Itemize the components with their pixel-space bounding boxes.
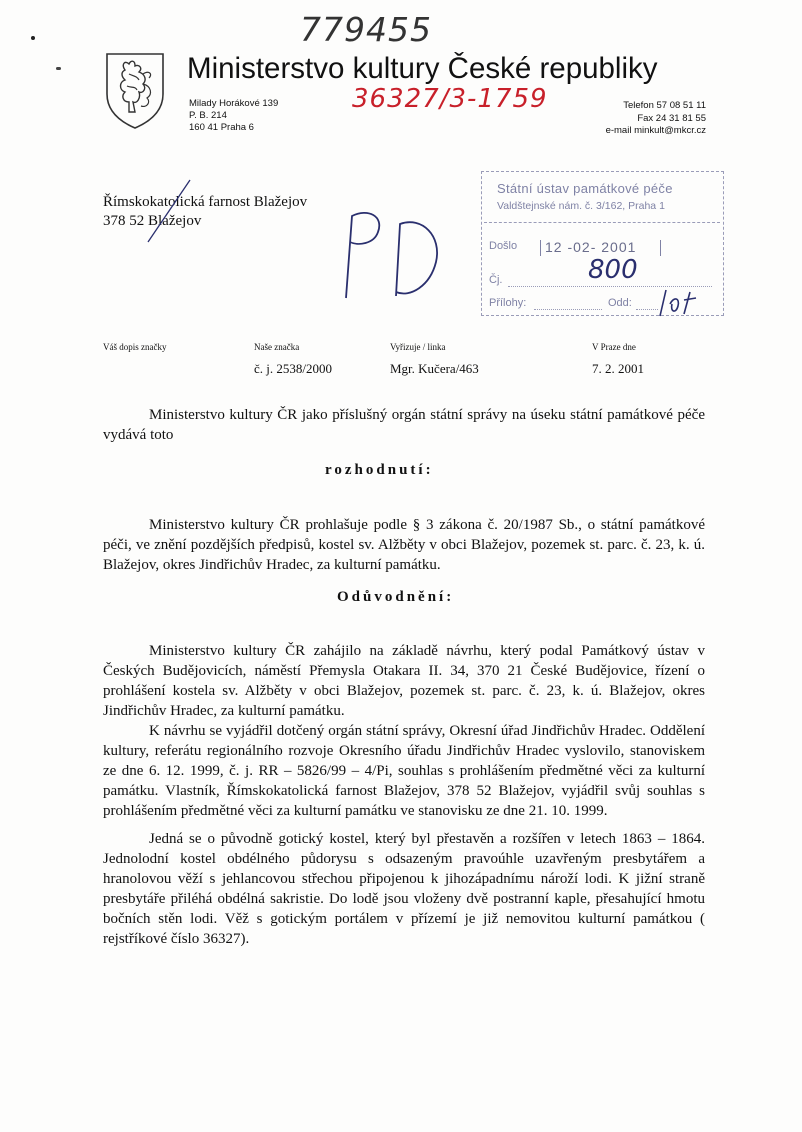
address-line: Milady Horákové 139 bbox=[189, 98, 279, 109]
stamp-cj-label: Čj. bbox=[489, 274, 503, 286]
stamp-dotted-line bbox=[534, 309, 602, 310]
address-line: 160 41 Praha 6 bbox=[189, 122, 254, 133]
decision-heading: rozhodnutí: bbox=[325, 462, 434, 478]
stamp-date-bracket-left bbox=[540, 240, 541, 256]
handwritten-top-number: 779455 bbox=[300, 10, 432, 49]
our-ref-label: Naše značka bbox=[254, 342, 300, 352]
recipient-line: 378 52 Blažejov bbox=[103, 213, 202, 229]
handwritten-stamp-number: 800 bbox=[588, 255, 638, 285]
reasoning-paragraph-3: Jedná se o původně gotický kostel, který byl přestavěn a rozšířen v letech 1863 – 1864. Jednolodní kostel obdélného půdorysu s odsazeným pravoúhle uzavřeným presbytářem a hranolovou věží s jehlancovou střechou připojenou k jihozápadnímu nároží lodi. K jižní straně presbytáře přiléhá obdélná sakristie. Do lodě jsou vloženy dvě postranní kaple, přesahující hmotu bočních stěn lodi. Věž s gotickým portálem v přízemí je již nemovitou kulturní památkou ( rejstříkové číslo 36327). bbox=[103, 831, 705, 947]
stamp-divider bbox=[484, 222, 720, 223]
ministry-contact bbox=[606, 100, 706, 138]
stamp-dotted-line bbox=[636, 309, 658, 310]
scan-speck bbox=[31, 36, 35, 40]
czech-lion-crest-icon bbox=[103, 50, 167, 135]
scan-speck bbox=[56, 67, 61, 70]
handled-by-value: Mgr. Kučera/463 bbox=[390, 361, 479, 376]
recipient-address bbox=[103, 193, 307, 231]
ministry-address bbox=[189, 98, 278, 134]
reasoning-heading: Odůvodnění: bbox=[337, 589, 455, 605]
handwritten-dept-mark bbox=[656, 284, 700, 320]
place-date-label: V Praze dne bbox=[592, 342, 636, 352]
pen-slash-mark bbox=[140, 176, 200, 246]
handwritten-red-reference: 36327/3-1759 bbox=[352, 84, 548, 114]
contact-line: Fax 24 31 81 55 bbox=[637, 112, 706, 124]
intro-paragraph: Ministerstvo kultury ČR jako příslušný orgán státní správy na úseku státní památkové péče vydává toto bbox=[103, 407, 705, 443]
stamp-attachments-label: Přílohy: bbox=[489, 297, 527, 309]
stamp-date-bracket-right bbox=[660, 240, 661, 256]
your-letter-label: Váš dopis značky bbox=[103, 342, 167, 352]
ministry-title: Ministerstvo kultury České republiky bbox=[187, 52, 658, 85]
place-date-value: 7. 2. 2001 bbox=[592, 361, 644, 376]
stamp-title: Státní ústav památkové péče bbox=[497, 181, 673, 196]
address-line: P. B. 214 bbox=[189, 110, 227, 121]
contact-line: e-mail minkult@mkcr.cz bbox=[605, 125, 706, 136]
reasoning-paragraph-2: K návrhu se vyjádřil dotčený orgán státní správy, Okresní úřad Jindřichův Hradec. Oddělení kultury, referátu regionálního rozvoje Okresního úřadu Jindřichův Hradec vyslovilo, stanoviskem ze dne 6. 12. 1999, č. j. RR – 5826/99 – 4/Pi, souhlas s prohlášením předmětné věci za kulturní památku. Vlastník, Římskokatolická farnost Blažejov, 378 52 Blažejov, vyjádřil svůj souhlas s prohlášením předmětné věci za kulturní památku ve stanovisku ze dne 21. 10. 1999. bbox=[103, 723, 705, 819]
stamp-department-label: Odd: bbox=[608, 297, 632, 309]
handled-by-label: Vyřizuje / linka bbox=[390, 342, 446, 352]
handwritten-initials-pd bbox=[338, 206, 448, 306]
our-ref-value: č. j. 2538/2000 bbox=[254, 361, 332, 376]
stamp-address: Valdštejnské nám. č. 3/162, Praha 1 bbox=[497, 200, 665, 212]
stamp-received-label: Došlo bbox=[489, 240, 518, 252]
reasoning-paragraph-1: Ministerstvo kultury ČR zahájilo na základě návrhu, který podal Památkový ústav v Českých Budějovicích, náměstí Přemysla Otakara II. 34, 370 21 České Budějovice, řízení o prohlášení kostela sv. Alžběty v obci Blažejov, pozemek st. parc. č. 23, k. ú. Blažejov, okres Jindřichův Hradec, za kulturní památku. bbox=[103, 643, 705, 719]
contact-line: Telefon 57 08 51 11 bbox=[623, 100, 706, 111]
stamp-received-date: 12 -02- 2001 bbox=[545, 239, 637, 255]
decision-paragraph: Ministerstvo kultury ČR prohlašuje podle § 3 zákona č. 20/1987 Sb., o státní památkové péči, ve znění pozdějších předpisů, kostel sv. Alžběty v obci Blažejov, pozemek st. parc. č. 23, k. ú. Blažejov, okres Jindřichův Hradec, za kulturní památku. bbox=[103, 517, 705, 573]
recipient-line: Římskokatolická farnost Blažejov bbox=[103, 194, 308, 210]
